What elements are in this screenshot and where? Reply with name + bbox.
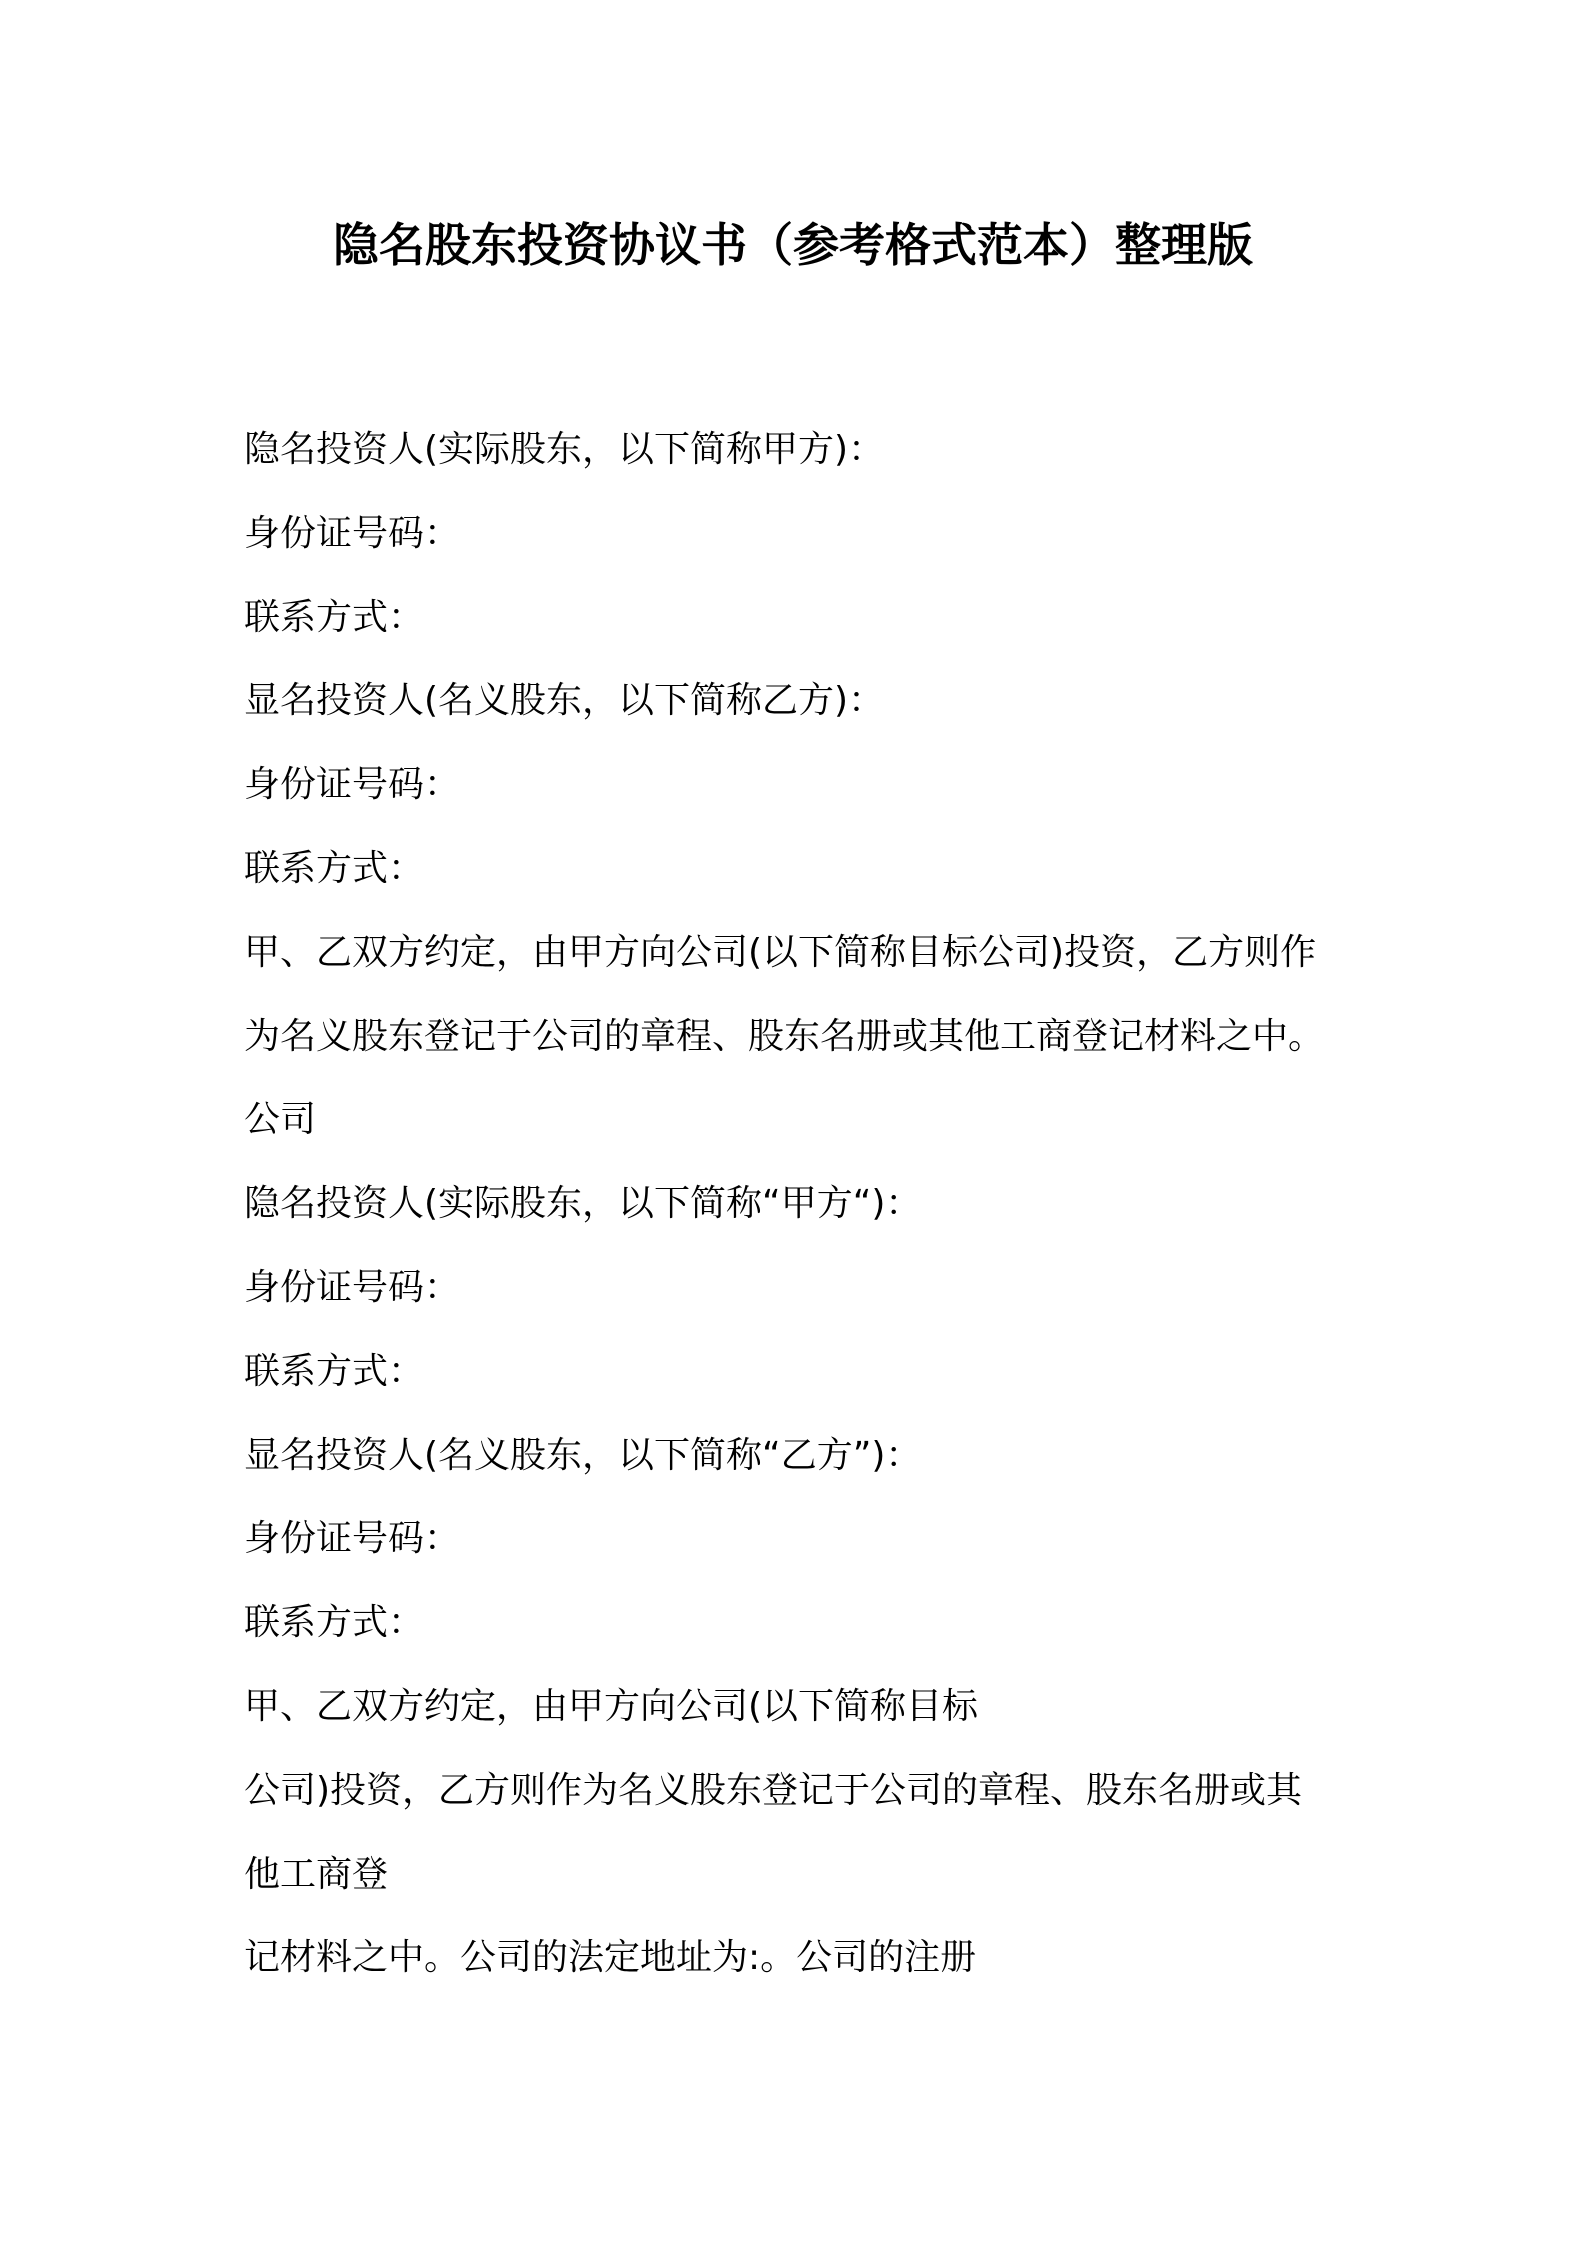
party-b-id-line: 身份证号码： [244,764,461,806]
party-b-id-line: 身份证号码： [244,1518,461,1560]
party-a-id-line: 身份证号码： [244,512,461,554]
party-a-id-line: 身份证号码： [244,1266,461,1308]
party-a-name-line: 隐名投资人(实际股东，以下简称“甲方“)： [244,1183,922,1225]
party-b-contact-line: 联系方式： [244,847,425,889]
agreement-paragraph-line: 甲、乙双方约定，由甲方向公司(以下简称目标公司)投资，乙方则作 [244,931,1317,973]
agreement-paragraph-line: 甲、乙双方约定，由甲方向公司(以下简称目标 [244,1685,979,1727]
party-b-contact-line: 联系方式： [244,1602,425,1644]
party-a-contact-line: 联系方式： [244,596,425,638]
document-title: 隐名股东投资协议书（参考格式范本）整理版 [333,218,1253,272]
party-b-name-line: 显名投资人(名义股东，以下简称乙方)： [244,680,885,722]
party-a-contact-line: 联系方式： [244,1350,425,1392]
agreement-paragraph-line: 公司)投资，乙方则作为名义股东登记于公司的章程、股东名册或其 [244,1769,1303,1811]
agreement-paragraph-line: 他工商登 [244,1853,389,1895]
agreement-paragraph-line: 记材料之中。公司的法定地址为:。公司的注册 [244,1937,977,1979]
party-a-name-line: 隐名投资人(实际股东，以下简称甲方)： [244,429,885,470]
company-line: 公司 [244,1099,317,1141]
document-body [244,408,1384,2000]
agreement-paragraph-line: 为名义股东登记于公司的章程、股东名册或其他工商登记材料之中。 [244,1015,1325,1057]
party-b-name-line: 显名投资人(名义股东，以下简称“乙方”)： [244,1434,922,1476]
